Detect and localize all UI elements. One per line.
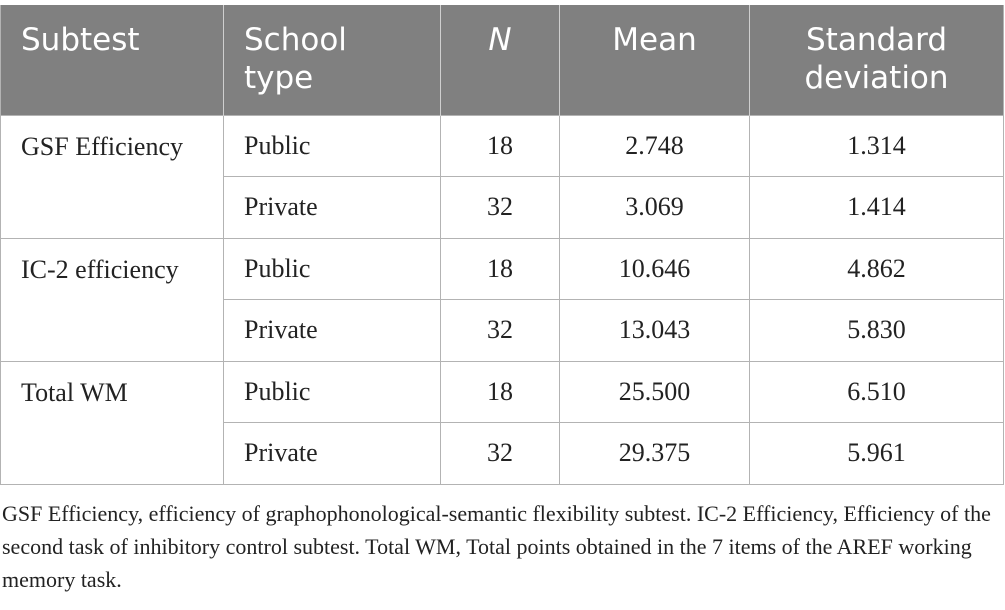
header-school-type-line1: School: [244, 22, 347, 58]
school-type-cell: Private: [224, 300, 441, 362]
header-row: [1, 5, 1004, 115]
sd-cell: 6.510: [750, 361, 1004, 423]
n-cell: 32: [441, 423, 560, 485]
header-school-type-line2: type: [244, 60, 314, 96]
sd-cell: 5.961: [750, 423, 1004, 485]
header-n-label: N: [488, 22, 512, 58]
school-type-cell: Public: [224, 361, 441, 423]
header-subtest: [1, 5, 224, 115]
sd-cell: 1.314: [750, 115, 1004, 177]
header-sd-line2: deviation: [804, 60, 949, 96]
header-mean-label: Mean: [612, 22, 697, 58]
header-school-type: [224, 5, 441, 115]
mean-cell: 2.748: [560, 115, 750, 177]
n-cell: 18: [441, 361, 560, 423]
n-cell: 32: [441, 300, 560, 362]
school-type-cell: Public: [224, 238, 441, 300]
mean-cell: 29.375: [560, 423, 750, 485]
mean-cell: 10.646: [560, 238, 750, 300]
sd-cell: 5.830: [750, 300, 1004, 362]
mean-cell: 3.069: [560, 177, 750, 239]
table-body: [1, 115, 1004, 484]
header-standard-deviation: [750, 5, 1004, 115]
table-row: [1, 115, 1004, 177]
table-row: [1, 238, 1004, 300]
subtest-cell: Total WM: [1, 361, 224, 484]
table-footnote: GSF Efficiency, efficiency of graphophonological-semantic flexibility subtest. IC-2 Efficiency, Efficiency of the second task of inhibitory control subtest. Total WM, Total points obtained in the 7 items of the AREF working memory task.: [2, 501, 991, 592]
mean-cell: 13.043: [560, 300, 750, 362]
sd-cell: 4.862: [750, 238, 1004, 300]
subtest-cell: IC-2 efficiency: [1, 238, 224, 361]
table-header: [1, 5, 1004, 115]
sd-cell: 1.414: [750, 177, 1004, 239]
table-row: [1, 361, 1004, 423]
n-cell: 18: [441, 238, 560, 300]
mean-cell: 25.500: [560, 361, 750, 423]
n-cell: 18: [441, 115, 560, 177]
results-table: [0, 5, 1004, 485]
subtest-cell: GSF Efficiency: [1, 115, 224, 238]
school-type-cell: Private: [224, 177, 441, 239]
header-n: [441, 5, 560, 115]
header-mean: [560, 5, 750, 115]
school-type-cell: Public: [224, 115, 441, 177]
header-sd-line1: Standard: [805, 22, 948, 58]
school-type-cell: Private: [224, 423, 441, 485]
n-cell: 32: [441, 177, 560, 239]
header-subtest-label: Subtest: [21, 22, 140, 58]
